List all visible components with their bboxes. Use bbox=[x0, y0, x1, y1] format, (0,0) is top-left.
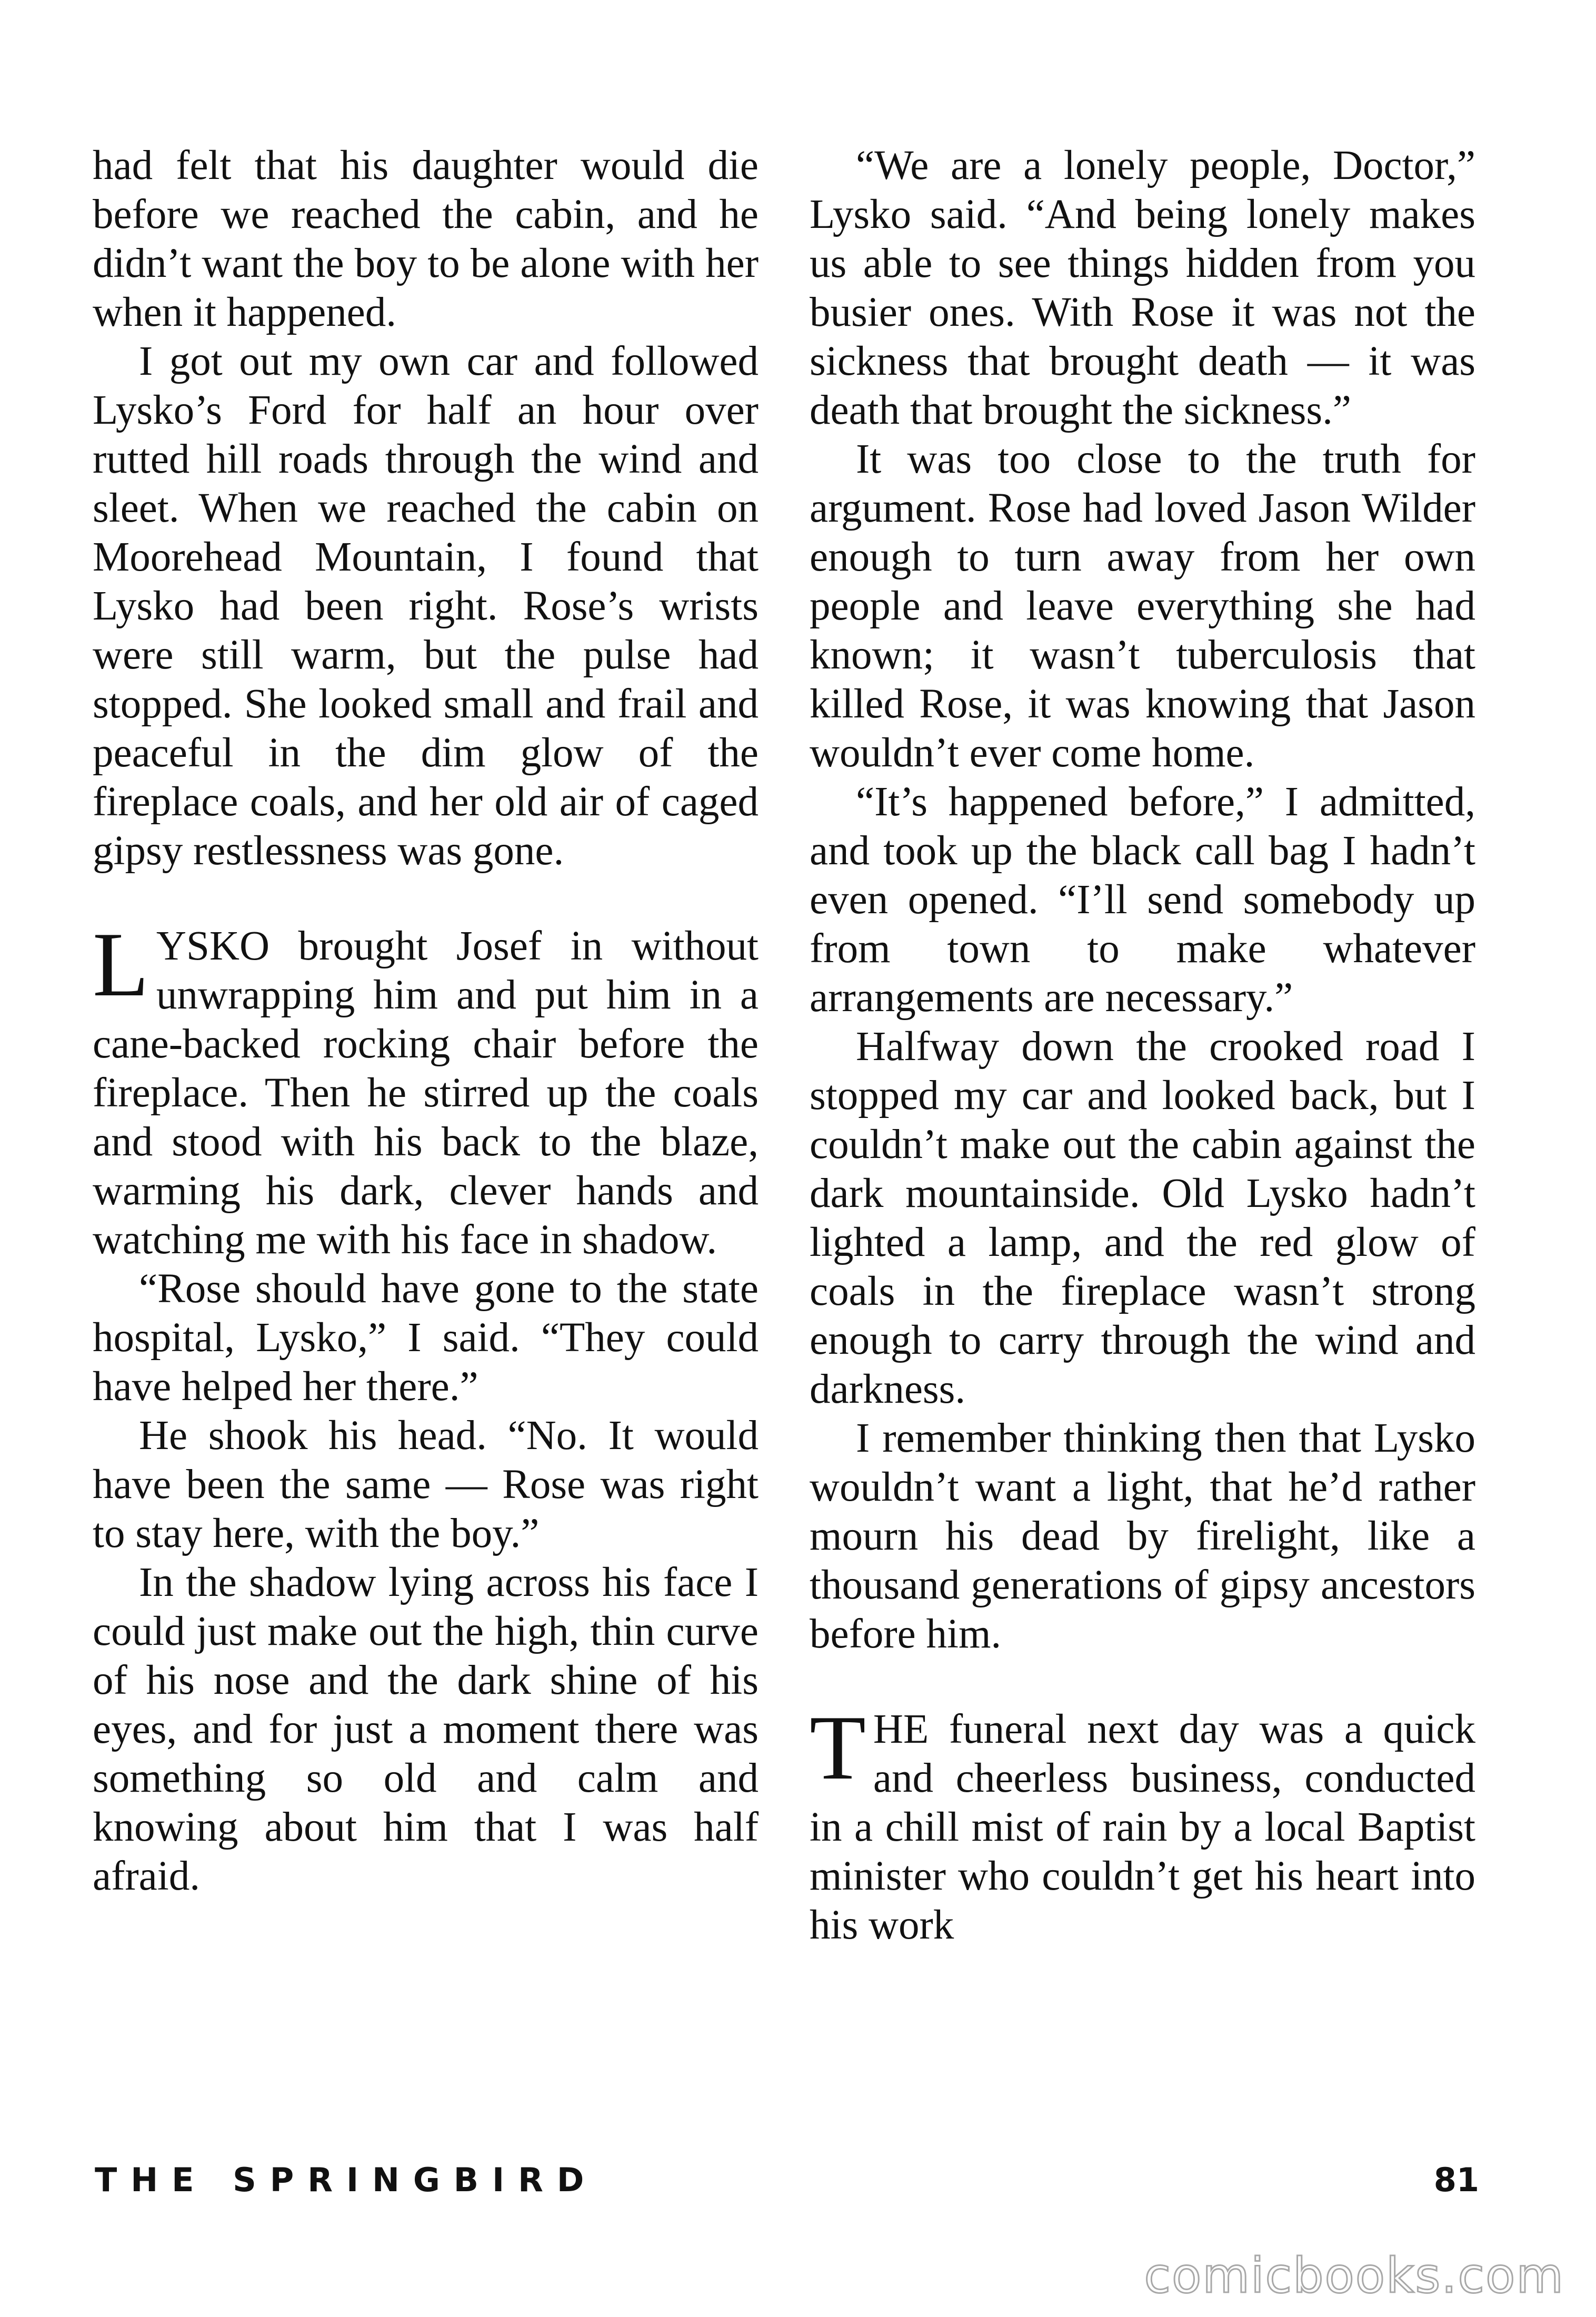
paragraph: “Rose should have gone to the state hospital, Lysko,” I said. “They could have helped her there.” bbox=[93, 1266, 759, 1410]
lead-word: HE bbox=[873, 1706, 929, 1752]
paragraph: I got out my own car and followed Lysko’s Ford for half an hour over rutted hill roads through the wind and sleet. When we reached the cabin on Moorehead Mountain, I found that Lysko had been right. Rose’s wrists were still warm, but the pulse had stopped. She looked small and frail and peaceful in the dim glow of the fireplace coals, and her old air of caged gipsy restlessness was gone. bbox=[93, 338, 759, 874]
page-footer bbox=[95, 2161, 1479, 2203]
left-text-column bbox=[93, 141, 759, 1901]
running-title: THE SPRINGBIRD bbox=[95, 2161, 598, 2199]
paragraph: “It’s happened before,” I admitted, and took up the black call bag I hadn’t even opened. “I’ll send somebody up from town to make whatever arrangements are necessary.” bbox=[810, 779, 1475, 1021]
paragraph-text: brought Josef in without unwrapping him and put him in a cane-backed rocking chair before the fireplace. Then he stirred up the coals and stood with his back to the blaze, warming his dark, clever hands and watching me with his face in shadow. bbox=[93, 923, 759, 1263]
section-opening-paragraph bbox=[810, 1696, 1475, 1950]
paragraph: It was too close to the truth for argument. Rose had loved Jason Wilder enough to turn away from her own people and leave everything she had known; it wasn’t tuberculosis that killed Rose, it was knowing that Jason wouldn’t ever come home. bbox=[810, 436, 1475, 776]
right-text-column bbox=[810, 141, 1475, 1950]
lead-word: YSKO bbox=[156, 923, 270, 969]
paragraph: He shook his head. “No. It would have been the same — Rose was right to stay here, with the boy.” bbox=[93, 1413, 759, 1556]
paragraph: Halfway down the crooked road I stopped my car and looked back, but I couldn’t make out the cabin against the dark mountainside. Old Lysko hadn’t lighted a lamp, and the red glow of coals in the fireplace wasn’t strong enough to carry through the wind and darkness. bbox=[810, 1024, 1475, 1412]
watermark: comicbooks.com bbox=[1144, 2248, 1564, 2304]
paragraph: In the shadow lying across his face I could just make out the high, thin curve of his nose and the dark shine of his eyes, and for just a moment there was something so old and calm and knowing about him that I was half afraid. bbox=[93, 1560, 759, 1899]
drop-cap: T bbox=[810, 1696, 866, 1799]
drop-cap: L bbox=[93, 913, 149, 1015]
paragraph-text: funeral next day was a quick and cheerless business, conducted in a chill mist of rain by a local Baptist minister who couldn’t get his heart into his work bbox=[810, 1706, 1475, 1948]
paragraph: “We are a lonely people, Doctor,” Lysko said. “And being lonely makes us able to see things hidden from you busier ones. With Rose it was not the sickness that brought death — it was death that brought the sickness.” bbox=[810, 143, 1475, 433]
section-opening-paragraph bbox=[93, 913, 759, 1264]
page-number: 81 bbox=[1433, 2161, 1479, 2199]
paragraph: I remember thinking then that Lysko wouldn’t want a light, that he’d rather mourn his dead by firelight, like a thousand generations of gipsy ancestors before him. bbox=[810, 1415, 1475, 1657]
paragraph: had felt that his daughter would die before we reached the cabin, and he didn’t want the boy to be alone with her when it happened. bbox=[93, 143, 759, 335]
